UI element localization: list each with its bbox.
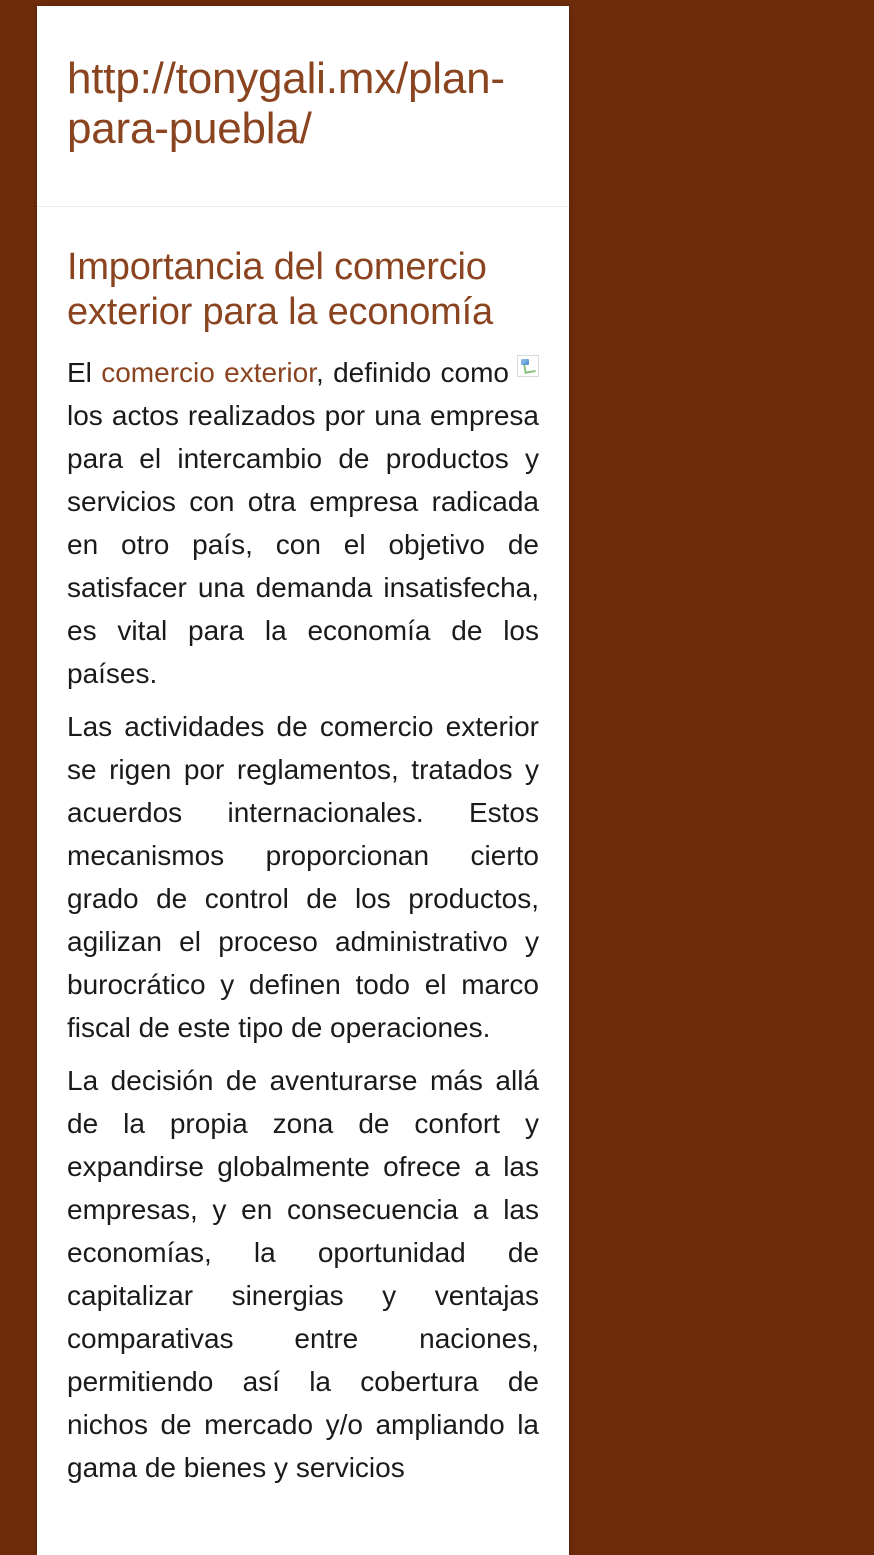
broken-image-icon — [517, 355, 539, 377]
paragraph-1-rest: , definido como los actos realizados por una empresa para el intercambio de productos y servicios con otra empresa radicada en otro país, con el objetivo de satisfacer una demanda insatisfecha, es vital para la economía de los países. — [67, 357, 539, 689]
article-title: Importancia del comercio exterior para la economía — [67, 246, 493, 333]
article — [37, 207, 569, 1489]
paragraph-3: La decisión de aventurarse más allá de la propia zona de confort y expandirse globalmente ofrece a las empresas, y en consecuencia a las economías, la oportunidad de capitalizar sinergias y ventajas comparativas entre naciones, permitiendo así la cobertura de nichos de mercado y/o ampliando la gama de bienes y servicios — [67, 1065, 539, 1483]
site-header — [37, 6, 569, 207]
site-title-link[interactable]: http://tonygali.mx/plan-para-puebla/ — [67, 54, 505, 153]
comercio-exterior-link[interactable]: comercio exterior — [101, 357, 316, 388]
article-content — [67, 351, 539, 1489]
content-card — [37, 6, 569, 1555]
paragraph-2: Las actividades de comercio exterior se rigen por reglamentos, tratados y acuerdos internacionales. Estos mecanismos proporcionan cierto grado de control de los productos, agilizan el proceso administrativo y burocrático y definen todo el marco fiscal de este tipo de operaciones. — [67, 711, 539, 1043]
paragraph-1-lead: El — [67, 357, 102, 388]
paragraph-1 — [67, 351, 539, 695]
